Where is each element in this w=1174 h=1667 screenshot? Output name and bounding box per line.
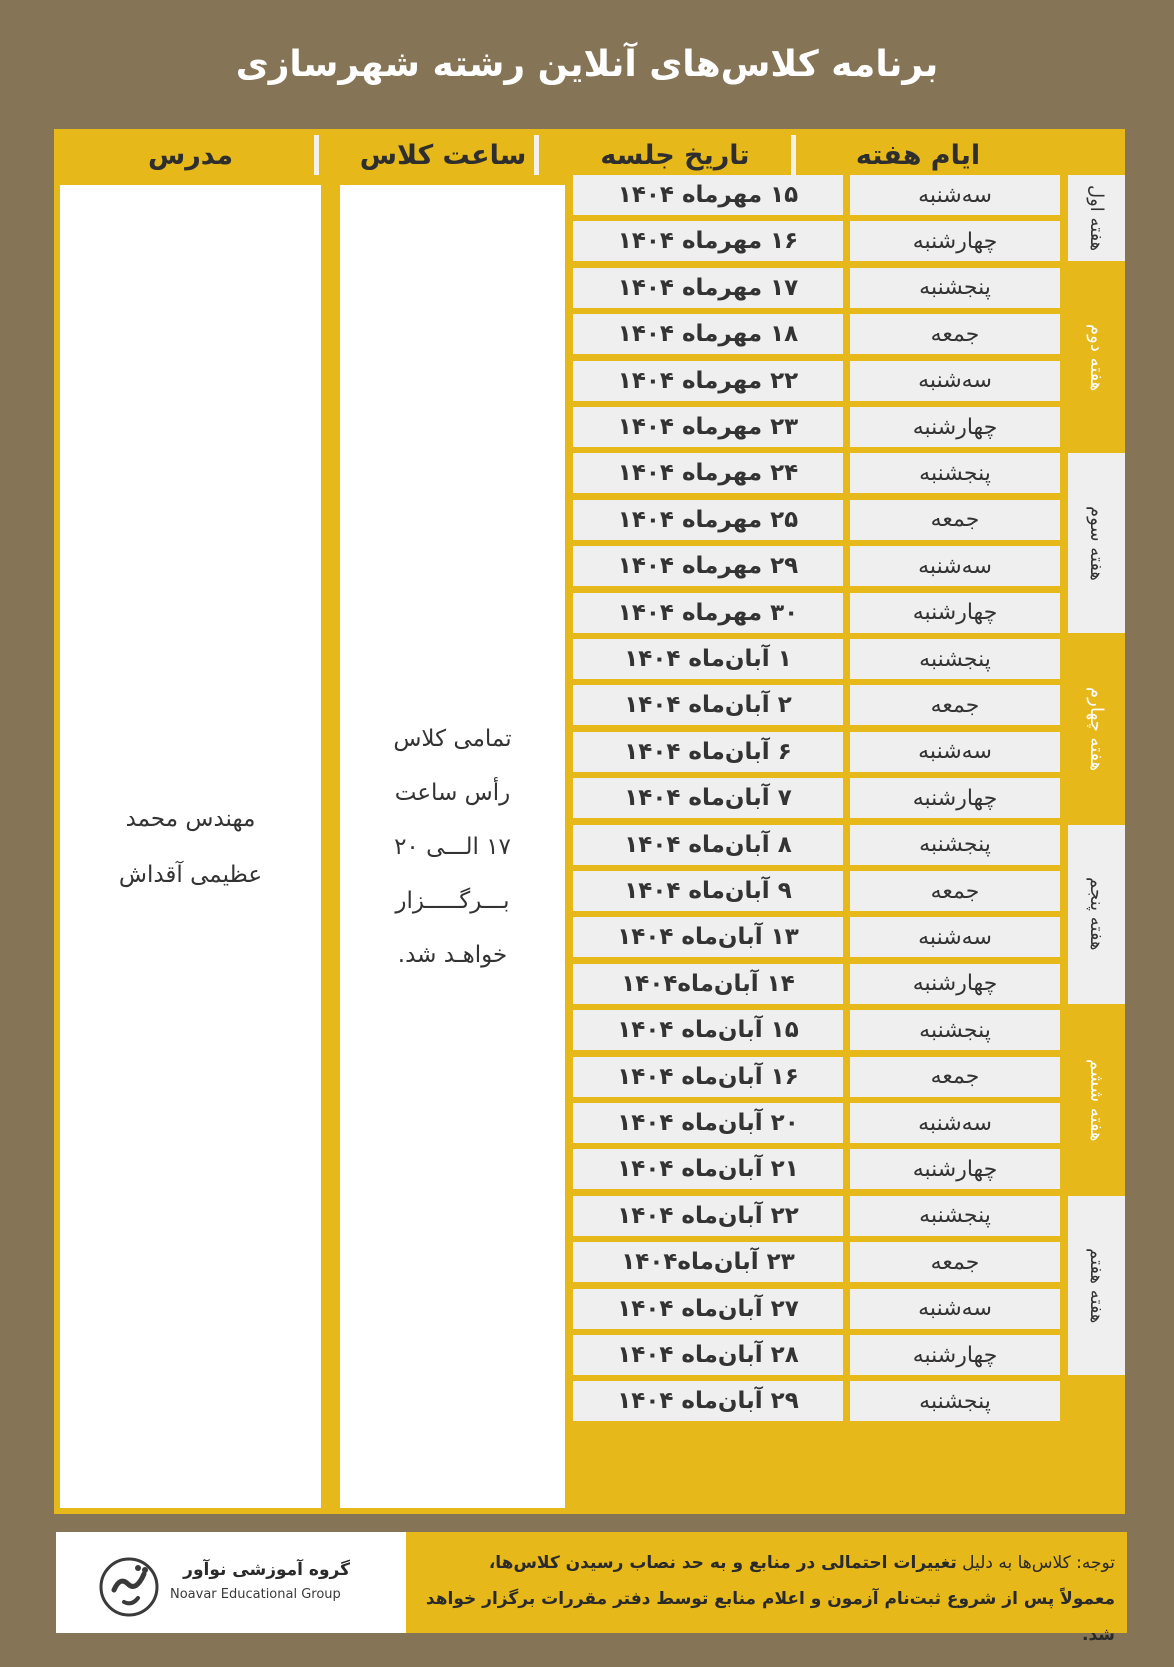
session-day: پنجشنبه <box>850 1381 1060 1421</box>
session-day: سه‌شنبه <box>850 361 1060 401</box>
week-label: هفته ششم <box>1086 1058 1107 1142</box>
session-day: جمعه <box>850 314 1060 354</box>
session-day: چهارشنبه <box>850 1335 1060 1375</box>
session-day: سه‌شنبه <box>850 546 1060 586</box>
class-time-cell <box>340 185 565 1508</box>
instructor-name-line: عظیمی آقداش <box>118 861 263 888</box>
session-day: سه‌شنبه <box>850 1103 1060 1143</box>
week-label: هفته سوم <box>1086 505 1107 581</box>
week-label: هفته دوم <box>1086 323 1107 392</box>
session-date: ۱۵ آبان‌ماه ۱۴۰۴ <box>573 1010 843 1050</box>
session-day: جمعه <box>850 685 1060 725</box>
week-label-cell <box>1068 639 1125 818</box>
header-divider <box>534 135 539 175</box>
header-days: ایام هفته <box>855 139 981 171</box>
session-day: جمعه <box>850 1057 1060 1097</box>
session-day: چهارشنبه <box>850 221 1060 261</box>
week-label: هفته پنجم <box>1086 877 1107 951</box>
session-day: پنجشنبه <box>850 825 1060 865</box>
week-label-cell <box>1068 453 1125 632</box>
session-date: ۹ آبان‌ماه ۱۴۰۴ <box>573 871 843 911</box>
header-divider <box>314 135 319 175</box>
brand-name-en: Noavar Educational Group <box>170 1587 341 1602</box>
session-date: ۳۰ مهرماه ۱۴۰۴ <box>573 593 843 633</box>
week-label-cell <box>1068 1010 1125 1189</box>
time-note-line: ۱۷ الـــی ۲۰ <box>394 833 511 860</box>
week-label-cell <box>1068 175 1125 261</box>
header-instructor: مدرس <box>147 139 234 171</box>
session-date: ۲۷ آبان‌ماه ۱۴۰۴ <box>573 1289 843 1329</box>
session-day: پنجشنبه <box>850 1196 1060 1236</box>
brand-box <box>56 1532 406 1633</box>
header-divider <box>791 135 796 175</box>
footer-note-prefix: توجه: کلاس‌ها به دلیل <box>956 1553 1115 1573</box>
session-date: ۲۳ مهرماه ۱۴۰۴ <box>573 407 843 447</box>
session-day: جمعه <box>850 500 1060 540</box>
week-label-cell <box>1068 268 1125 447</box>
session-day: پنجشنبه <box>850 268 1060 308</box>
session-day: پنجشنبه <box>850 453 1060 493</box>
brand-name-fa: گروه آموزشی نوآور <box>183 1560 350 1580</box>
week-label: هفته اول <box>1086 185 1107 252</box>
time-note-line: رأس ساعت <box>394 779 511 806</box>
week-label-cell <box>1068 825 1125 1004</box>
session-date: ۸ آبان‌ماه ۱۴۰۴ <box>573 825 843 865</box>
session-day: چهارشنبه <box>850 1149 1060 1189</box>
session-date: ۱۴ آبان‌ماه۱۴۰۴ <box>573 964 843 1004</box>
time-note-line: خواهـد شد. <box>397 941 508 968</box>
session-date: ۲۴ مهرماه ۱۴۰۴ <box>573 453 843 493</box>
instructor-cell <box>60 185 321 1508</box>
session-day: سه‌شنبه <box>850 732 1060 772</box>
session-date: ۲۲ مهرماه ۱۴۰۴ <box>573 361 843 401</box>
header-time: ساعت کلاس <box>359 139 527 171</box>
footer-note <box>406 1532 1127 1645</box>
noavar-logo-icon <box>94 1550 164 1620</box>
time-note-line: بـــرگـــــزار <box>395 887 510 914</box>
session-day: سه‌شنبه <box>850 175 1060 215</box>
schedule-table <box>54 129 1125 1514</box>
session-day: چهارشنبه <box>850 964 1060 1004</box>
session-date: ۱۸ مهرماه ۱۴۰۴ <box>573 314 843 354</box>
session-day: سه‌شنبه <box>850 1289 1060 1329</box>
session-date: ۷ آبان‌ماه ۱۴۰۴ <box>573 778 843 818</box>
time-note-line: تمامی کلاس <box>393 725 512 752</box>
session-date: ۲۸ آبان‌ماه ۱۴۰۴ <box>573 1335 843 1375</box>
footer-note-line-1 <box>418 1545 1115 1581</box>
session-date: ۲۹ آبان‌ماه ۱۴۰۴ <box>573 1381 843 1421</box>
session-date: ۲۰ آبان‌ماه ۱۴۰۴ <box>573 1103 843 1143</box>
footer-note-line-2: معمولاً پس از شروع ثبت‌نام آزمون و اعلام منابع توسط دفتر مقررات برگزار خواهد شد. <box>425 1589 1115 1645</box>
session-date: ۱۵ مهرماه ۱۴۰۴ <box>573 175 843 215</box>
week-label-cell <box>1068 1196 1125 1375</box>
session-date: ۲۳ آبان‌ماه۱۴۰۴ <box>573 1242 843 1282</box>
session-date: ۱۶ آبان‌ماه ۱۴۰۴ <box>573 1057 843 1097</box>
session-date: ۱۶ مهرماه ۱۴۰۴ <box>573 221 843 261</box>
session-date: ۱۳ آبان‌ماه ۱۴۰۴ <box>573 917 843 957</box>
header-date: تاریخ جلسه <box>600 139 750 171</box>
session-day: سه‌شنبه <box>850 917 1060 957</box>
session-date: ۱۷ مهرماه ۱۴۰۴ <box>573 268 843 308</box>
session-day: چهارشنبه <box>850 778 1060 818</box>
session-day: جمعه <box>850 871 1060 911</box>
session-date: ۲۵ مهرماه ۱۴۰۴ <box>573 500 843 540</box>
session-day: چهارشنبه <box>850 593 1060 633</box>
session-day: چهارشنبه <box>850 407 1060 447</box>
session-day: پنجشنبه <box>850 639 1060 679</box>
session-date: ۲۲ آبان‌ماه ۱۴۰۴ <box>573 1196 843 1236</box>
footer-note-bold: تغییرات احتمالی در منابع و به حد نصاب رسیدن کلاس‌ها، <box>488 1553 957 1573</box>
session-date: ۲۱ آبان‌ماه ۱۴۰۴ <box>573 1149 843 1189</box>
week-label: هفته هفتم <box>1086 1247 1107 1324</box>
instructor-name-line: مهندس محمد <box>125 805 256 832</box>
session-day: پنجشنبه <box>850 1010 1060 1050</box>
session-date: ۱ آبان‌ماه ۱۴۰۴ <box>573 639 843 679</box>
session-date: ۲ آبان‌ماه ۱۴۰۴ <box>573 685 843 725</box>
session-day: جمعه <box>850 1242 1060 1282</box>
session-date: ۶ آبان‌ماه ۱۴۰۴ <box>573 732 843 772</box>
session-date: ۲۹ مهرماه ۱۴۰۴ <box>573 546 843 586</box>
week-label: هفته چهارم <box>1086 686 1107 771</box>
page-title: برنامه کلاس‌های آنلاین رشته شهرسازی <box>235 44 939 85</box>
